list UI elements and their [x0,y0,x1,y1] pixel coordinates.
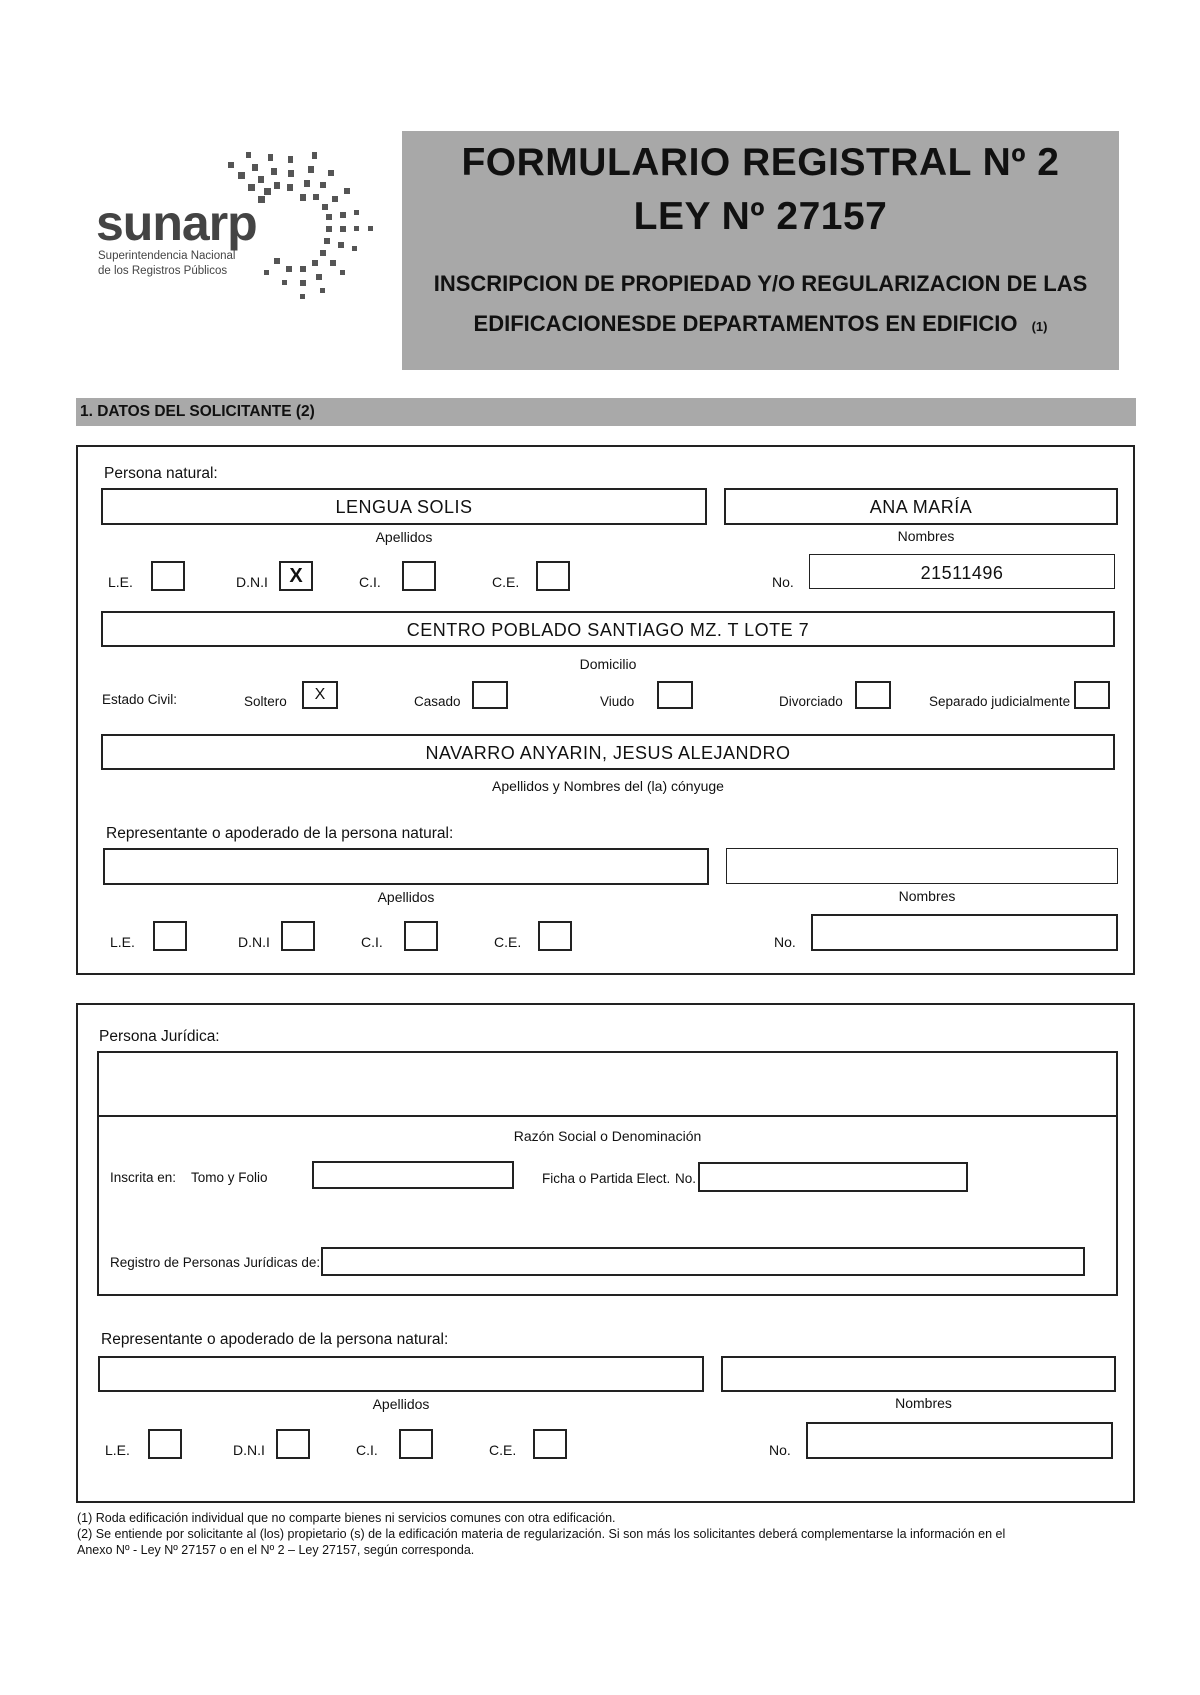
apellidos-label: Apellidos [375,529,433,545]
separado-label: Separado judicialmente [929,694,1071,709]
footnote-3: Anexo Nº - Ley Nº 27157 o en el Nº 2 – Ley 27157, según corresponda. [77,1543,475,1557]
razon-social-label: Razón Social o Denominación [513,1128,702,1144]
form-subtitle-note: (1) [1031,319,1048,334]
natural-rep-apellidos-label: Apellidos [377,889,435,905]
divorciado-checkbox[interactable] [855,681,891,709]
form-subtitle-1: INSCRIPCION DE PROPIEDAD Y/O REGULARIZACION DE LAS [433,271,1088,296]
viudo-label: Viudo [600,694,635,709]
natural-heading: Persona natural: [104,465,218,482]
natural-rep-nombres-field[interactable] [726,848,1118,884]
soltero-checkbox[interactable] [302,681,338,709]
juridica-rep-dni-label: D.N.I [233,1442,265,1458]
natural-rep-apellidos-field[interactable] [103,848,709,885]
ficha-number-field[interactable] [698,1162,968,1192]
form-subtitle-2-text: EDIFICACIONESDE DEPARTAMENTOS EN EDIFICIO [473,311,1018,336]
natural-rep-no-label: No. [774,934,796,950]
logo-line1: Superintendencia Nacional [98,250,236,262]
natural-rep-ce-checkbox[interactable] [538,921,572,951]
sunarp-logo [96,150,386,320]
juridica-rep-heading: Representante o apoderado de la persona natural: [101,1331,449,1348]
tomo-folio-field[interactable] [312,1161,514,1189]
juridica-rep-le-checkbox[interactable] [148,1429,182,1459]
separado-checkbox[interactable] [1074,681,1110,709]
conyuge-label: Apellidos y Nombres del (la) cónyuge [492,778,724,794]
juridica-rep-ci-checkbox[interactable] [399,1429,433,1459]
divorciado-label: Divorciado [779,694,843,709]
ficha-no-label: No. [675,1171,697,1186]
apellidos-value: LENGUA SOLIS [335,497,473,517]
doc-le-label: L.E. [108,574,133,590]
title-box [402,131,1119,370]
conyuge-value: NAVARRO ANYARIN, JESUS ALEJANDRO [425,743,791,763]
doc-number-value: 21511496 [920,563,1004,583]
registro-label: Registro de Personas Jurídicas de: [110,1255,321,1270]
juridica-rep-dni-checkbox[interactable] [276,1429,310,1459]
doc-number-field[interactable] [809,554,1115,589]
logo-brand: sunarp [96,195,257,251]
doc-dni-checkbox[interactable] [279,561,313,591]
logo-line2: de los Registros Públicos [98,265,228,277]
estado-civil-label: Estado Civil: [102,692,178,707]
natural-rep-heading: Representante o apoderado de la persona natural: [106,825,454,842]
juridica-rep-nombres-field[interactable] [721,1356,1116,1392]
juridica-rep-nombres-label: Nombres [895,1395,952,1411]
law-title: LEY Nº 27157 [633,195,888,238]
juridica-rep-no-label: No. [769,1442,791,1458]
casado-label: Casado [414,694,461,709]
footnote-2: (2) Se entiende por solicitante al (los) propietario (s) de la edificación materia de regularización. Si son más los solicitantes deberá complementarse la información en el [77,1527,1006,1541]
natural-rep-le-checkbox[interactable] [153,921,187,951]
conyuge-field[interactable] [101,734,1115,770]
apellidos-field[interactable] [101,488,707,525]
footnote-1: (1) Roda edificación individual que no comparte bienes ni servicios comunes con otra edificación. [77,1511,616,1525]
doc-ce-checkbox[interactable] [536,561,570,591]
soltero-label: Soltero [244,694,287,709]
juridica-rep-ci-label: C.I. [356,1442,378,1458]
doc-dni-label: D.N.I [236,574,268,590]
domicilio-value: CENTRO POBLADO SANTIAGO MZ. T LOTE 7 [406,620,810,640]
section-bar [76,398,1136,426]
nombres-label: Nombres [897,528,955,544]
doc-ce-label: C.E. [492,574,520,590]
doc-ci-checkbox[interactable] [402,561,436,591]
doc-le-checkbox[interactable] [151,561,185,591]
juridica-rep-number-field[interactable] [806,1422,1113,1459]
natural-rep-nombres-label: Nombres [898,888,956,904]
juridica-rep-apellidos-label: Apellidos [372,1396,430,1412]
section-title: 1. DATOS DEL SOLICITANTE (2) [80,403,315,420]
natural-rep-ci-label: C.I. [361,934,383,950]
nombres-value: ANA MARÍA [869,497,973,517]
natural-rep-number-field[interactable] [811,914,1118,951]
tomo-folio-label: Tomo y Folio [191,1170,268,1185]
juridica-rep-ce-checkbox[interactable] [533,1429,567,1459]
domicilio-field[interactable] [101,611,1115,647]
casado-checkbox[interactable] [472,681,508,709]
razon-social-divider [97,1115,1118,1117]
nombres-field[interactable] [724,488,1118,525]
inscrita-label: Inscrita en: [110,1170,177,1185]
doc-ci-label: C.I. [359,574,381,590]
juridica-rep-apellidos-field[interactable] [98,1356,704,1392]
natural-rep-ci-checkbox[interactable] [404,921,438,951]
registro-field[interactable] [321,1247,1085,1276]
juridica-rep-le-label: L.E. [105,1442,130,1458]
natural-rep-le-label: L.E. [110,934,135,950]
doc-no-label: No. [772,574,794,590]
soltero-mark: X [314,686,326,703]
natural-rep-ce-label: C.E. [494,934,522,950]
ficha-label: Ficha o Partida Elect. [542,1171,671,1186]
form-title: FORMULARIO REGISTRAL Nº 2 [461,141,1060,184]
viudo-checkbox[interactable] [657,681,693,709]
juridica-rep-ce-label: C.E. [489,1442,517,1458]
form-subtitle-2 [402,311,1119,337]
natural-rep-dni-label: D.N.I [238,934,270,950]
juridica-heading: Persona Jurídica: [99,1028,220,1045]
doc-dni-mark: X [289,564,303,587]
natural-rep-dni-checkbox[interactable] [281,921,315,951]
razon-social-field[interactable] [99,1053,1116,1114]
domicilio-label: Domicilio [579,656,637,672]
